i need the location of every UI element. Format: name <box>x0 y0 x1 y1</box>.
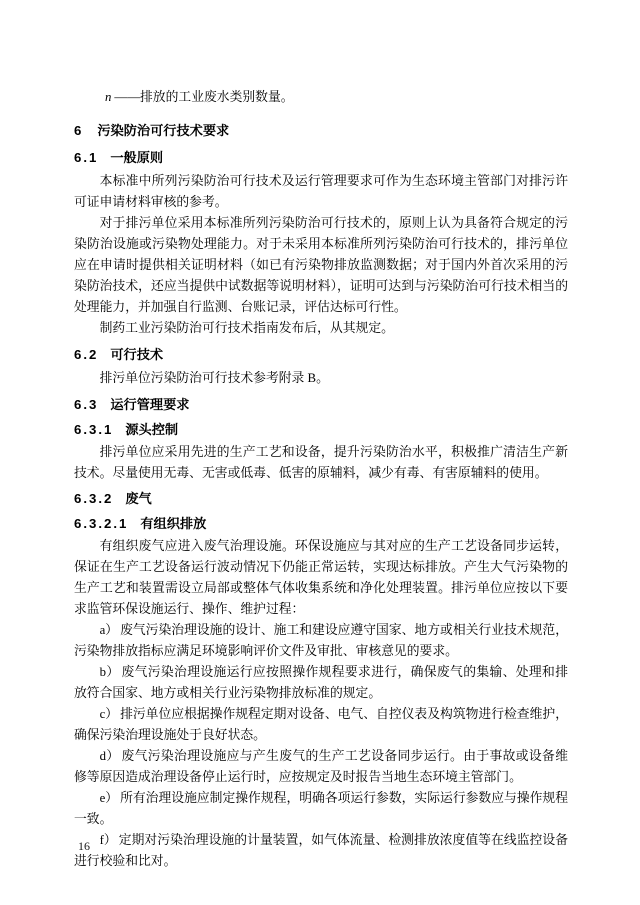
section-title: 运行管理要求 <box>110 396 190 412</box>
section-number: 6.3.2 <box>74 490 114 506</box>
list-item-marker: b） <box>99 664 120 679</box>
list-item-f <box>74 830 568 872</box>
section-heading-6 <box>74 120 568 141</box>
list-item-marker: c） <box>99 706 119 721</box>
variable-definition-text: ——排放的工业废水类别数量。 <box>114 89 294 104</box>
section-number: 6.3.2.1 <box>74 515 129 531</box>
list-item-marker: a） <box>99 622 119 637</box>
section-title: 可行技术 <box>110 346 164 362</box>
page-number: 16 <box>78 839 90 853</box>
list-item-marker: f） <box>99 832 117 847</box>
list-item-text: 排污单位应根据操作规程定期对设备、电气、自控仪表及构筑物进行检查维护，确保污染治理设施处于良好状态。 <box>74 706 568 742</box>
list-item-text: 废气污染治理设施运行应按照操作规程要求进行，确保废气的集输、处理和排放符合国家、地方或相关行业污染物排放标准的规定。 <box>74 664 568 700</box>
list-item-d <box>74 746 568 788</box>
section-heading-6-3-2-1 <box>74 513 568 534</box>
list-item-marker: e） <box>99 790 119 805</box>
section-title: 废气 <box>125 490 152 506</box>
list-item-c <box>74 704 568 746</box>
section-heading-6-3-1 <box>74 419 568 440</box>
list-item-marker: d） <box>99 748 120 763</box>
variable-symbol: n <box>105 89 112 104</box>
section-title: 污染防治可行技术要求 <box>97 122 230 138</box>
list-item-text: 废气污染治理设施应与产生废气的生产工艺设备同步运行。由于事故或设备维修等原因造成治理设备停止运行时，应按规定及时报告当地生态环境主管部门。 <box>74 748 568 784</box>
document-content <box>74 87 568 872</box>
list-item-e <box>74 788 568 830</box>
section-number: 6.3 <box>74 396 99 412</box>
section-title: 源头控制 <box>125 421 179 437</box>
paragraph: 有组织废气应进入废气治理设施。环保设施应与其对应的生产工艺设备同步运转，保证在生产工艺设备运行波动情况下仍能正常运转，实现达标排放。产生大气污染物的生产工艺和装置需设立局部或整体气体收集系统和净化处理装置。排污单位应按以下要求监管环保设施运行、操作、维护过程： <box>74 538 568 616</box>
section-title: 一般原则 <box>110 149 164 165</box>
paragraph: 对于排污单位采用本标准所列污染防治可行技术的，原则上认为具备符合规定的污染防治设施或污染物处理能力。对于未采用本标准所列污染防治可行技术的，排污单位应在申请时提供相关证明材料（如已有污染物排放监测数据；对于国内外首次采用的污染防治技术，还应当提供中试数据等说明材料），证明可达到与污染防治可行技术相当的处理能力，并加强自行监测、台账记录，评估达标可行性。 <box>74 215 568 314</box>
section-heading-6-3-2 <box>74 488 568 509</box>
section-number: 6 <box>74 122 84 138</box>
section-number: 6.1 <box>74 149 99 165</box>
list-item-text: 定期对污染治理设施的计量装置，如气体流量、检测排放浓度值等在线监控设备进行校验和比对。 <box>74 832 568 868</box>
section-title: 有组织排放 <box>140 515 207 531</box>
list-item-text: 所有治理设施应制定操作规程，明确各项运行参数，实际运行参数应与操作规程一致。 <box>74 790 568 826</box>
list-item-b <box>74 662 568 704</box>
section-heading-6-1 <box>74 147 568 168</box>
list-item-text: 废气污染治理设施的设计、施工和建设应遵守国家、地方或相关行业技术规范，污染物排放指标应满足环境影响评价文件及审批、审核意见的要求。 <box>74 622 568 658</box>
paragraph: 排污单位应采用先进的生产工艺和设备，提升污染防治水平，积极推广清洁生产新技术。尽量使用无毒、无害或低毒、低害的原辅料，减少有毒、有害原辅料的使用。 <box>74 444 568 480</box>
list-item-a <box>74 620 568 662</box>
paragraph: 排污单位污染防治可行技术参考附录 B。 <box>99 370 329 385</box>
section-number: 6.2 <box>74 346 99 362</box>
section-heading-6-2 <box>74 344 568 365</box>
paragraph: 制药工业污染防治可行技术指南发布后，从其规定。 <box>99 320 394 335</box>
paragraph: 本标准中所列污染防治可行技术及运行管理要求可作为生态环境主管部门对排污许可证申请材料审核的参考。 <box>74 173 568 209</box>
variable-definition-line <box>105 87 568 108</box>
section-heading-6-3 <box>74 394 568 415</box>
section-number: 6.3.1 <box>74 421 114 437</box>
